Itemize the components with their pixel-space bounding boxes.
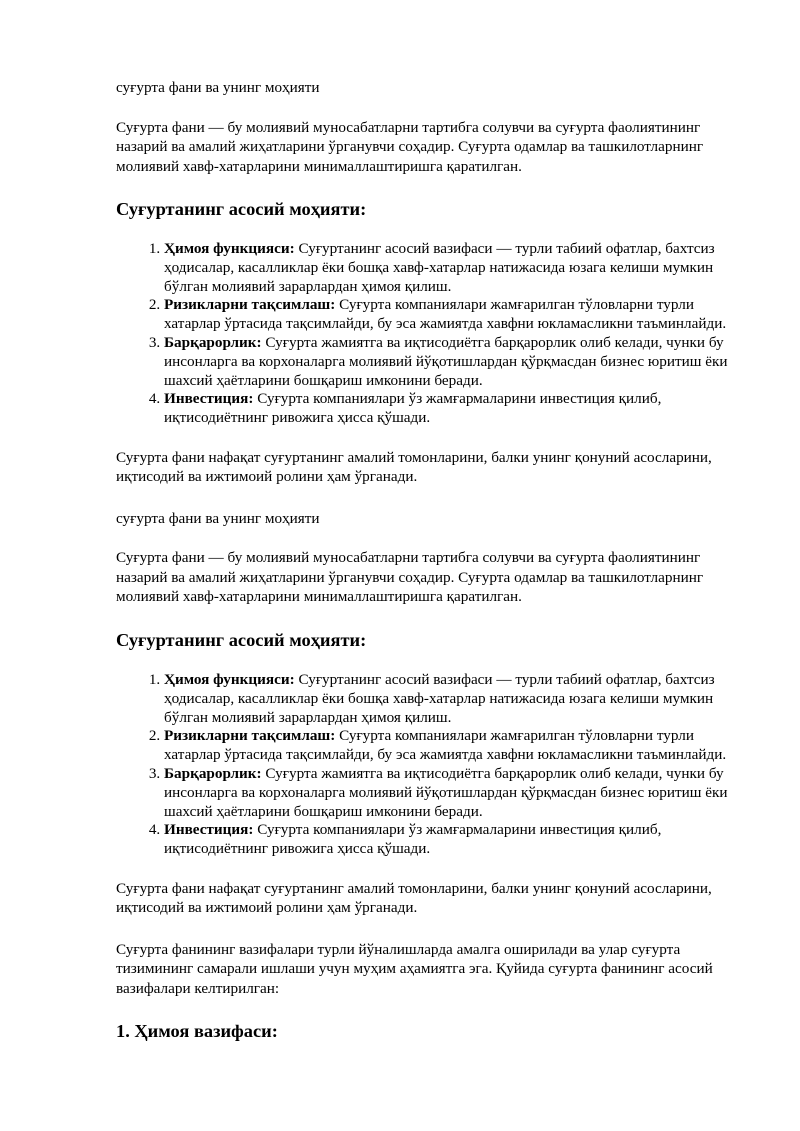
section-2 bbox=[116, 509, 742, 918]
essence-list bbox=[116, 240, 742, 428]
list-item-term: Ҳимоя функцияси: bbox=[164, 240, 295, 257]
functions-heading: 1. Ҳимоя вазифаси: bbox=[116, 1021, 278, 1042]
list-item-term: Ризикларни тақсимлаш: bbox=[164, 727, 336, 745]
list-item-term: Барқарорлик: bbox=[164, 764, 262, 782]
list-item-term: Инвестиция: bbox=[164, 821, 254, 839]
list-item-text: Суғуртанинг асосий вазифаси — турли табиий офатлар, бахтсиз ҳодисалар, касалликлар ёки бошқа хавф-хатарлар натижасида юзага келиши мумкин бўлган молиявий зарарлардан ҳимоя қилиш. bbox=[164, 670, 715, 726]
list-item-text: Суғуртанинг асосий вазифаси — турли табиий офатлар, бахтсиз ҳодисалар, касалликлар ёки бошқа хавф-хатарлар натижасида юзага келиши мумкин бўлган молиявий зарарлардан ҳимоя қилиш. bbox=[164, 240, 715, 295]
list-item bbox=[164, 240, 742, 296]
list-item-term: Барқарорлик: bbox=[164, 333, 262, 351]
list-item-term: Инвестиция: bbox=[164, 390, 254, 408]
intro-paragraph: Суғурта фани — бу молиявий муносабатларни тартибга солувчи ва суғурта фаолиятининг назарий ва амалий жиҳатларини ўрганувчи соҳадир. Суғурта одамлар ва ташкилотларнинг молиявий хавф-хатарларини минималлаштиришга қаратилган. bbox=[116, 549, 704, 606]
list-item bbox=[164, 671, 742, 727]
list-item-text: Суғурта компаниялари ўз жамғармаларини инвестиция қилиб, иқтисодиётнинг ривожига ҳисса қўшади. bbox=[164, 821, 662, 858]
section-title: суғурта фани ва унинг моҳияти bbox=[116, 509, 320, 527]
section-title: суғурта фани ва унинг моҳияти bbox=[116, 79, 320, 96]
intro-paragraph: Суғурта фани — бу молиявий муносабатларни тартибга солувчи ва суғурта фаолиятининг назарий ва амалий жиҳатларини ўрганувчи соҳадир. Суғурта одамлар ва ташкилотларнинг молиявий хавф-хатарларини минималлаштиришга қаратилган. bbox=[116, 118, 704, 175]
list-item-text: Суғурта компаниялари ўз жамғармаларини инвестиция қилиб, иқтисодиётнинг ривожига ҳисса қўшади. bbox=[164, 390, 662, 427]
list-item bbox=[164, 765, 742, 821]
list-item-text: Суғурта компаниялари жамғарилган тўловларни турли хатарлар ўртасида тақсимлайди, бу эса жамиятда хавфни юкламасликни таъминлайди. bbox=[164, 727, 727, 764]
section-heading: Суғуртанинг асосий моҳияти: bbox=[116, 199, 367, 219]
list-item bbox=[164, 390, 742, 428]
list-item-text: Суғурта компаниялари жамғарилган тўловларни турли хатарлар ўртасида тақсимлайди, бу эса жамиятда хавфни юкламасликни таъминлайди. bbox=[164, 296, 727, 333]
list-item bbox=[164, 296, 742, 334]
list-item bbox=[164, 821, 742, 859]
list-item-text: Суғурта жамиятга ва иқтисодиётга барқарорлик олиб келади, чунки бу инсонларга ва корхоналарга молиявий йўқотишлардан қўрқмасдан бизнес юритиш ёки шахсий ҳаётларини бошқариш имконини беради. bbox=[164, 333, 728, 389]
list-item-term: Ҳимоя функцияси: bbox=[164, 670, 295, 688]
essence-list bbox=[116, 671, 742, 859]
list-item bbox=[164, 727, 742, 765]
list-item-term: Ризикларни тақсимлаш: bbox=[164, 296, 336, 314]
functions-paragraph: Суғурта фанининг вазифалари турли йўналишларда амалга оширилади ва улар суғурта тизимининг самарали ишлаши учун муҳим аҳамиятга эга. Қуйида суғурта фанининг асосий вазифалари келтирилган: bbox=[116, 940, 713, 997]
section-heading: Суғуртанинг асосий моҳияти: bbox=[116, 629, 367, 650]
list-item bbox=[164, 334, 742, 390]
section-1 bbox=[116, 78, 742, 487]
list-item-text: Суғурта жамиятга ва иқтисодиётга барқарорлик олиб келади, чунки бу инсонларга ва корхоналарга молиявий йўқотишлардан қўрқмасдан бизнес юритиш ёки шахсий ҳаётларини бошқариш имконини беради. bbox=[164, 764, 728, 820]
outro-paragraph: Суғурта фани нафақат суғуртанинг амалий томонларини, балки унинг қонуний асосларини, иқтисодий ва ижтимоий ролини ҳам ўрганади. bbox=[116, 448, 712, 486]
outro-paragraph: Суғурта фани нафақат суғуртанинг амалий томонларини, балки унинг қонуний асосларини, иқтисодий ва ижтимоий ролини ҳам ўрганади. bbox=[116, 879, 712, 917]
